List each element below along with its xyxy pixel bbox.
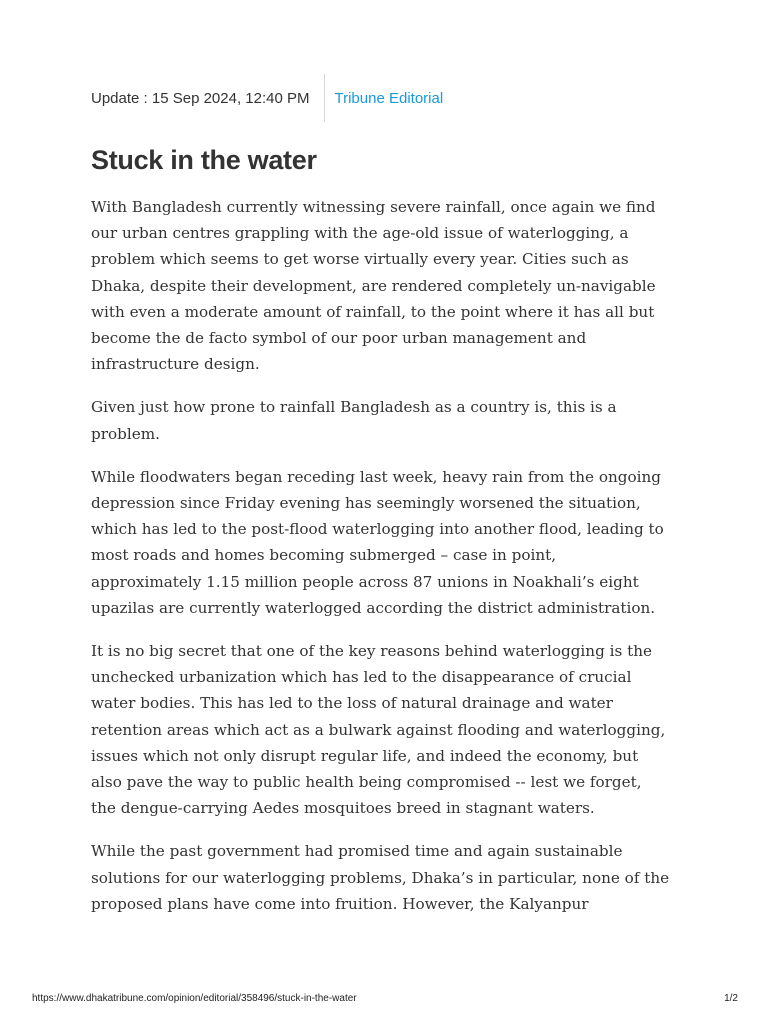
footer-url: https://www.dhakatribune.com/opinion/editorial/358496/stuck-in-the-water bbox=[32, 993, 357, 1004]
article-title: Stuck in the water bbox=[91, 145, 317, 175]
update-timestamp: Update : 15 Sep 2024, 12:40 PM bbox=[91, 89, 310, 107]
article-paragraph: While floodwaters began receding last week, heavy rain from the ongoing depression since Friday evening has seemingly worsened the situation, which has led to the post-flood waterlogging into another flood, leading to most roads and homes becoming submerged – case in point, approximately 1.15 million people across 87 unions in Noakhali’s eight upazilas are currently waterlogged according the district administration. bbox=[91, 467, 664, 617]
article-paragraph: Given just how prone to rainfall Bangladesh as a country is, this is a problem. bbox=[91, 398, 617, 443]
article-paragraph: With Bangladesh currently witnessing severe rainfall, once again we find our urban centres grappling with the age-old issue of waterlogging, a problem which seems to get worse virtually every year. Cities such as Dhaka, despite their development, are rendered completely un-navigable with even a moderate amount of rainfall, to the point where it has all but become the de facto symbol of our poor urban management and infrastructure design. bbox=[91, 198, 656, 374]
article-paragraph: While the past government had promised time and again sustainable solutions for our waterlogging problems, Dhaka’s in particular, none of the proposed plans have come into fruition. However, the Kalyanpur bbox=[91, 842, 670, 913]
article-meta bbox=[91, 72, 671, 124]
article-paragraph: It is no big secret that one of the key reasons behind waterlogging is the unchecked urbanization which has led to the disappearance of crucial water bodies. This has led to the loss of natural drainage and water retention areas which act as a bulwark against flooding and waterlogging, issues which not only disrupt regular life, and indeed the economy, but also pave the way to public health being compromised -- lest we forget, the dengue-carrying Aedes mosquitoes breed in stagnant waters. bbox=[91, 642, 666, 818]
article-body bbox=[91, 194, 671, 917]
author-link[interactable]: Tribune Editorial bbox=[334, 89, 444, 107]
print-footer bbox=[32, 993, 738, 1004]
article bbox=[91, 72, 671, 934]
footer-page-number: 1/2 bbox=[724, 993, 738, 1004]
meta-divider bbox=[324, 74, 325, 122]
